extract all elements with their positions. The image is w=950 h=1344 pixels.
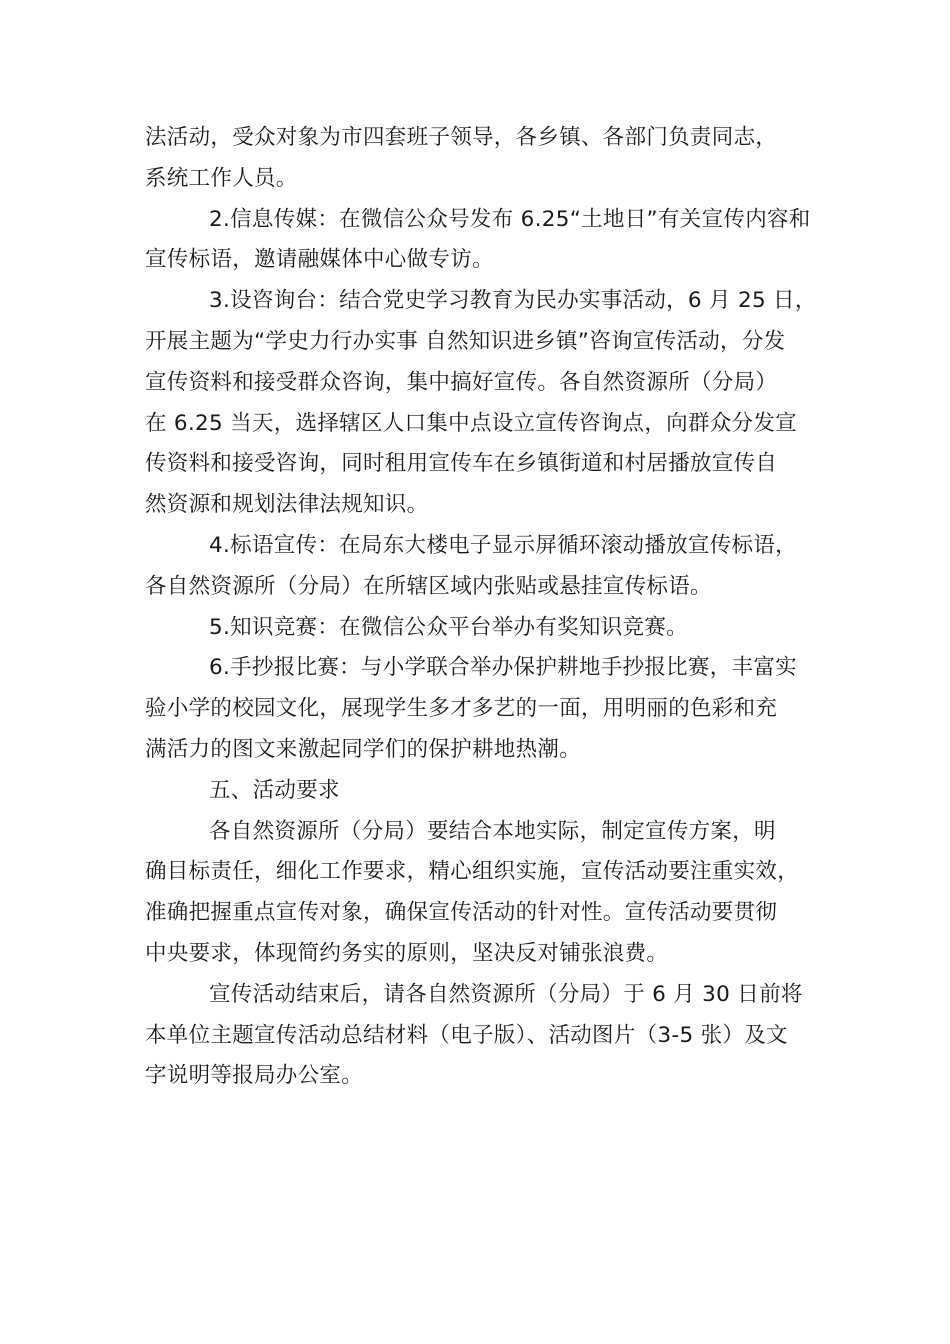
paragraph [145,812,825,975]
text-line: 5.知识竞赛：在微信公众平台举办有奖知识竞赛。 [209,614,688,640]
paragraph [145,281,825,526]
text-line: 在 6.25 当天，选择辖区人口集中点设立宣传咨询点，向群众分发宣 [145,410,797,436]
paragraph [145,771,825,812]
text-line: 然资源和规划法律法规知识。 [145,492,429,518]
text-line: 准确把握重点宣传对象，确保宣传活动的针对性。宣传活动要贯彻 [145,900,778,926]
text-line: 中央要求，体现简约务实的原则，坚决反对铺张浪费。 [145,940,669,966]
paragraph [145,608,825,649]
text-line: 法活动，受众对象为市四套班子领导，各乡镇、各部门负责同志， [145,125,778,150]
text-line: 宣传资料和接受群众咨询，集中搞好宣传。各自然资源所（分局） [145,369,778,395]
text-line: 确目标责任，细化工作要求，精心组织实施，宣传活动要注重实效， [145,859,800,885]
paragraph [145,526,825,608]
paragraph [145,200,825,282]
text-line: 本单位主题宣传活动总结材料（电子版）、活动图片（3-5 张）及文 [145,1022,788,1048]
text-line: 各自然资源所（分局）在所辖区域内张贴或悬挂宣传标语。 [145,573,712,599]
paragraph [145,118,825,200]
text-line: 3.设咨询台：结合党史学习教育为民办实事活动，6 月 25 日， [209,288,817,314]
text-line: 验小学的校园文化，展现学生多才多艺的一面，用明丽的色彩和充 [145,696,778,722]
text-line: 宣传活动结束后，请各自然资源所（分局）于 6 月 30 日前将 [209,981,803,1007]
text-line: 6.手抄报比赛：与小学联合举办保护耕地手抄报比赛，丰富实 [209,655,797,681]
text-line: 字说明等报局办公室。 [145,1063,364,1089]
text-line: 满活力的图文来激起同学们的保护耕地热潮。 [145,736,582,762]
text-line: 4.标语宣传：在局东大楼电子显示屏循环滚动播放宣传标语， [209,532,797,558]
text-line: 传资料和接受咨询，同时租用宣传车在乡镇街道和村居播放宣传自 [145,451,778,477]
text-line: 五、活动要求 [209,777,340,803]
paragraph [145,975,825,1097]
paragraph [145,648,825,770]
text-line: 开展主题为“学史力行办实事 自然知识进乡镇”咨询宣传活动，分发 [145,328,786,354]
text-line: 宣传标语，邀请融媒体中心做专访。 [145,247,494,273]
document-body [145,118,825,1097]
text-line: 2.信息传媒：在微信公众号发布 6.25“土地日”有关宣传内容和 [209,206,811,232]
text-line: 各自然资源所（分局）要结合本地实际，制定宣传方案，明 [209,818,776,844]
text-line: 系统工作人员。 [145,165,298,191]
